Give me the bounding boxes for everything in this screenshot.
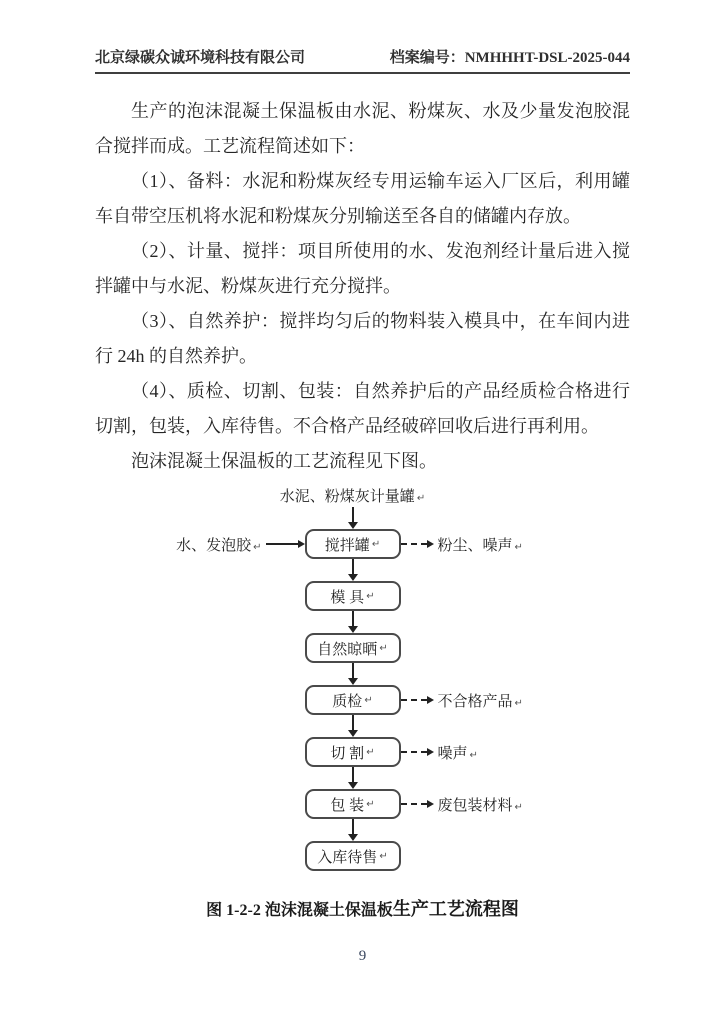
arrow-head: [427, 748, 434, 756]
flow-box-natural-drying: [305, 633, 401, 663]
figure-caption: [95, 895, 630, 921]
emission-dashed-arrow-icon: [401, 696, 434, 704]
return-mark-icon: ↵: [416, 493, 426, 504]
flow-row-warehousing: [85, 841, 621, 871]
flow-arrow-down-icon: [348, 507, 358, 529]
flowchart-source-label: [280, 487, 425, 507]
emission-label-text: 不合格产品: [437, 693, 513, 710]
return-mark-icon: ↵: [366, 746, 375, 758]
arrow-line: [266, 543, 298, 545]
arrow-head: [348, 574, 358, 581]
arrow-line: [352, 715, 354, 730]
figure-caption-number: 图 1-2-2 泡沫混凝土保温板: [206, 902, 393, 919]
box-label: 模 具: [330, 589, 365, 606]
flow-arrow-down-icon: [348, 819, 358, 841]
box-label: 切 割: [330, 745, 365, 762]
emission-branch-rejects: [401, 690, 527, 711]
flow-arrow-down-icon: [348, 715, 358, 737]
arrow-line: [352, 507, 354, 522]
source-label-text: 水泥、粉煤灰计量罐: [279, 489, 415, 505]
paragraph-figure-lead: 泡沫混凝土保温板的工艺流程见下图。: [131, 451, 437, 471]
emission-dashed-arrow-icon: [401, 800, 434, 808]
paragraph-step-1: （1）、备料：水泥和粉煤灰经专用运输车运入厂区后，利用罐车自带空压机将水泥和粉煤灰分别输送至各自的储罐内存放。: [95, 171, 630, 226]
return-mark-icon: ↵: [366, 798, 375, 810]
input-label: [176, 534, 261, 555]
emission-dashed-arrow-icon: [401, 748, 434, 756]
emission-label: [438, 534, 523, 555]
process-flowchart: [85, 487, 620, 871]
return-mark-icon: ↵: [253, 541, 262, 553]
arrow-line: [352, 819, 354, 834]
flow-arrow-down-icon: [348, 663, 358, 685]
flow-row-quality-check: [85, 685, 621, 715]
emission-label-text: 废包装材料: [437, 797, 513, 814]
flow-arrow-down-icon: [348, 767, 358, 789]
header-doc-number: [390, 46, 630, 67]
paragraph-step-3: （3）、自然养护：搅拌均匀后的物料装入模具中，在车间内进行 24h 的自然养护。: [95, 311, 630, 366]
flow-box-mould: [305, 581, 401, 611]
emission-label: [438, 742, 478, 763]
box-label: 包 装: [330, 797, 365, 814]
arrow-line: [401, 543, 427, 545]
flow-row-natural-drying: [85, 633, 621, 663]
arrow-line: [352, 559, 354, 574]
arrow-head: [348, 626, 358, 633]
return-mark-icon: ↵: [514, 697, 523, 709]
box-label: 自然晾晒: [317, 641, 378, 658]
emission-label-text: 噪声: [437, 745, 468, 762]
input-label-text: 水、发泡胶: [176, 537, 252, 554]
flow-row-stirring-tank: [85, 529, 621, 559]
arrow-head: [348, 678, 358, 685]
emission-branch-dust-noise: [401, 534, 527, 555]
emission-branch-packaging-waste: [401, 794, 527, 815]
flow-arrow-down-icon: [348, 559, 358, 581]
paragraph-step-2: （2）、计量、搅拌：项目所使用的水、发泡剂经计量后进入搅拌罐中与水泥、粉煤灰进行充分搅拌。: [95, 241, 630, 296]
emission-branch-noise: [401, 742, 482, 763]
return-mark-icon: ↵: [469, 749, 478, 761]
body-text: [95, 94, 630, 479]
page-header: [95, 46, 630, 74]
arrow-line: [401, 803, 427, 805]
emission-label: [438, 690, 523, 711]
flow-arrow-down-icon: [348, 611, 358, 633]
return-mark-icon: ↵: [514, 541, 523, 553]
return-mark-icon: ↵: [379, 642, 388, 654]
arrow-line: [352, 663, 354, 678]
emission-label: [438, 794, 523, 815]
emission-label-text: 粉尘、噪声: [437, 537, 513, 554]
arrow-line: [352, 611, 354, 626]
header-company: 北京绿碳众诚环境科技有限公司: [95, 50, 306, 66]
return-mark-icon: ↵: [366, 590, 375, 602]
arrow-head: [427, 800, 434, 808]
flow-row-cutting: [85, 737, 621, 767]
flow-row-packing: [85, 789, 621, 819]
flow-row-mould: [85, 581, 621, 611]
figure-caption-title: 生产工艺流程图: [392, 899, 519, 919]
return-mark-icon: ↵: [379, 850, 388, 862]
box-label: 入库待售: [317, 849, 378, 866]
emission-dashed-arrow-icon: [401, 540, 434, 548]
arrow-head: [298, 540, 305, 548]
flow-box-stirring-tank: [305, 529, 401, 559]
arrow-head: [427, 696, 434, 704]
page-number: 9: [358, 948, 367, 964]
paragraph-step-4: （4）、质检、切割、包装：自然养护后的产品经质检合格进行切割，包装，入库待售。不合格产品经破碎回收后进行再利用。: [95, 381, 630, 436]
doc-number-label: 档案编号：: [389, 50, 465, 66]
input-arrow-right-icon: [266, 540, 305, 548]
arrow-head: [348, 522, 358, 529]
box-label: 质检: [332, 693, 363, 710]
return-mark-icon: ↵: [364, 694, 373, 706]
arrow-head: [348, 730, 358, 737]
paragraph-intro: 生产的泡沫混凝土保温板由水泥、粉煤灰、水及少量发泡胶混合搅拌而成。工艺流程简述如下：: [95, 101, 630, 156]
return-mark-icon: ↵: [371, 538, 381, 550]
arrow-line: [352, 767, 354, 782]
flow-box-packing: [305, 789, 401, 819]
return-mark-icon: ↵: [514, 801, 523, 813]
arrow-head: [427, 540, 434, 548]
input-branch: [172, 534, 304, 555]
arrow-line: [401, 751, 427, 753]
flow-box-quality-check: [305, 685, 401, 715]
arrow-head: [348, 782, 358, 789]
flow-box-warehousing: [305, 841, 401, 871]
doc-number-value: NMHHHT-DSL-2025-044: [464, 50, 630, 66]
flow-box-cutting: [305, 737, 401, 767]
box-label: 搅拌罐: [324, 537, 370, 554]
arrow-line: [401, 699, 427, 701]
arrow-head: [348, 834, 358, 841]
